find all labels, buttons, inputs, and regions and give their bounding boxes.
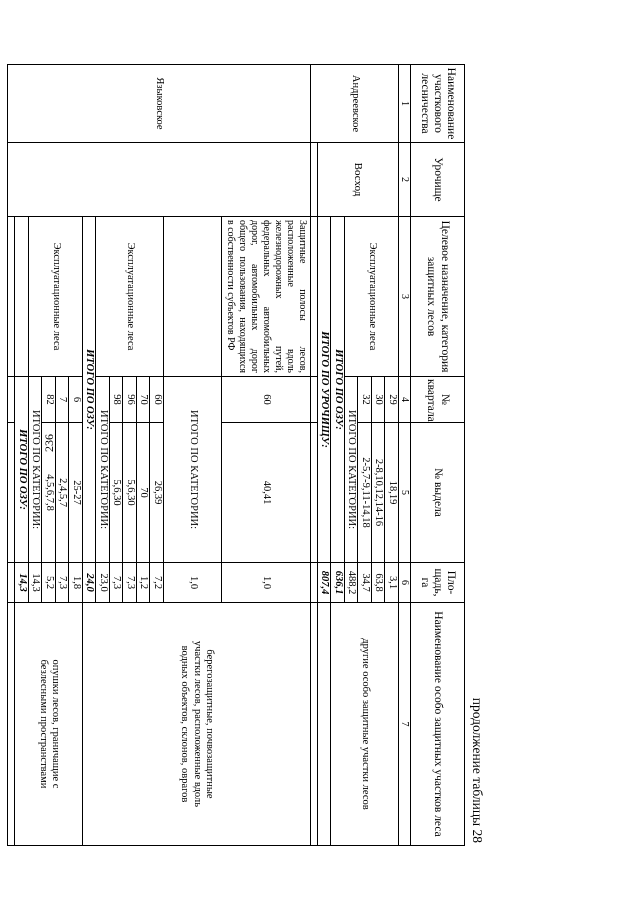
quarter-cell: 6 [69, 377, 83, 423]
header-quarter: № квартала [411, 377, 465, 423]
empty-cell [311, 603, 318, 846]
area-cell: 7,3 [56, 563, 70, 603]
area-cell: 5,2 [42, 563, 56, 603]
quarter-cell: 60 [222, 377, 311, 423]
spacer-row [311, 65, 318, 846]
table-continuation-title: продолжение таблицы 28 [470, 697, 485, 843]
category-cell: Эксплуатационные леса [29, 217, 83, 377]
empty-cell [8, 423, 15, 563]
allotment-cell: 18,19 [385, 423, 399, 563]
area-cell: 3,1 [385, 563, 399, 603]
table-header-row [411, 65, 465, 846]
area-cell: 1,2 [137, 563, 151, 603]
table-row [222, 65, 311, 846]
total-ozu-label: ИТОГО ПО ОЗУ: [15, 377, 29, 563]
empty-cell [311, 423, 318, 563]
category-cell: Эксплуатационные леса [345, 217, 399, 377]
header-category: Целевое назначение, категория защитных лесов [411, 217, 465, 377]
table-row [385, 65, 399, 846]
total-ozu-label: ИТОГО ПО ОЗУ: [83, 217, 97, 563]
empty-cell [8, 563, 15, 603]
quarter-cell: 96 [123, 377, 137, 423]
total-ozu-value: 24,0 [83, 563, 97, 603]
total-category-value: 14,3 [29, 563, 43, 603]
total-category-label: ИТОГО ПО КАТЕГОРИИ: [164, 377, 222, 563]
quarter-cell: 70 [137, 377, 151, 423]
empty-cell [8, 603, 15, 846]
area-cell: 1,0 [222, 563, 311, 603]
empty-cell [8, 217, 15, 377]
total-category-value: 488,2 [345, 563, 359, 603]
allotment-cell: 5,6,30 [123, 423, 137, 563]
header-tract: Урочище [411, 143, 465, 217]
quarter-cell: 82 [42, 377, 56, 423]
empty-cell [311, 377, 318, 423]
quarter-cell: 7 [56, 377, 70, 423]
total-ozu-value: 14,3 [15, 563, 29, 603]
area-cell: 63,8 [372, 563, 386, 603]
osu-cell: опушки лесов, граничащие с безлесными пространствами [15, 603, 83, 846]
column-index: 1 [399, 65, 411, 143]
allotment-cell: 70 [137, 423, 151, 563]
total-category-value: 1,0 [164, 563, 222, 603]
column-index: 6 [399, 563, 411, 603]
total-ozu-value: 636,1 [331, 563, 345, 603]
forestry-name: Андреевское [311, 65, 399, 143]
total-ozu-label: ИТОГО ПО ОЗУ: [331, 217, 345, 563]
quarter-cell: 98 [110, 377, 124, 423]
empty-cell [311, 143, 318, 217]
quarter-cell: 32 [358, 377, 372, 423]
total-category-value: 23,0 [96, 563, 110, 603]
allotment-cell: 40,41 [222, 423, 311, 563]
column-index: 5 [399, 423, 411, 563]
area-cell: 7,2 [150, 563, 164, 603]
total-category-label: ИТОГО ПО КАТЕГОРИИ: [96, 377, 110, 563]
tract-name: Восход [318, 143, 399, 217]
header-forestry: Наименование участкового лесничества [411, 65, 465, 143]
area-cell: 34,7 [358, 563, 372, 603]
forestry-name: Языковское [8, 65, 311, 143]
allotment-cell: 2,4,5,7 [56, 423, 70, 563]
allotment-cell: 26,39 [150, 423, 164, 563]
protected-forests-table [8, 64, 466, 846]
empty-cell [15, 217, 29, 377]
quarter-cell: 60 [150, 377, 164, 423]
category-cell: Защитные полосы лесов, расположенные вдоль железнодорожных путей, федеральных автомобильных дорог, автомобильных дорог общего пользования, находящихся в собственности субъектов РФ [222, 217, 311, 377]
column-index-row [399, 65, 411, 846]
total-tract-value: 807,4 [318, 563, 332, 603]
area-cell: 7,3 [123, 563, 137, 603]
tract-empty [8, 143, 311, 217]
allotment-cell: 5,6,30 [110, 423, 124, 563]
allotment-cell: 2-8,10,12,14-16 [372, 423, 386, 563]
osu-cell: берегозащитные, почвозащитные участки лесов, расположенные вдоль водных объектов, склонов, оврагов [83, 603, 311, 846]
area-cell: 1,8 [69, 563, 83, 603]
column-index: 3 [399, 217, 411, 377]
quarter-cell: 29 [385, 377, 399, 423]
empty-cell [164, 217, 222, 377]
allotment-cell: 2-5,7-9,11-14,18 [358, 423, 372, 563]
total-tract-label: ИТОГО ПО УРОЧИЩУ: [318, 217, 332, 563]
empty-cell [8, 377, 15, 423]
page-number: 236 [42, 434, 56, 452]
empty-cell [311, 563, 318, 603]
column-index: 7 [399, 603, 411, 846]
category-cell: Эксплуатационные леса [96, 217, 164, 377]
column-index: 4 [399, 377, 411, 423]
allotment-cell: 25-27 [69, 423, 83, 563]
header-area: Пло-щадь, га [411, 563, 465, 603]
header-osu: Наименование особо защитных участков леса [411, 603, 465, 846]
total-category-label: ИТОГО ПО КАТЕГОРИИ: [29, 377, 43, 563]
osu-cell: другие особо защитные участки лесов [331, 603, 399, 846]
header-allotment: № выдела [411, 423, 465, 563]
column-index: 2 [399, 143, 411, 217]
quarter-cell: 30 [372, 377, 386, 423]
allotment-cell: 4,5,6,7,8 [42, 423, 56, 563]
empty-cell [311, 217, 318, 377]
area-cell: 7,3 [110, 563, 124, 603]
total-category-label: ИТОГО ПО КАТЕГОРИИ: [345, 377, 359, 563]
empty-cell [318, 603, 332, 846]
